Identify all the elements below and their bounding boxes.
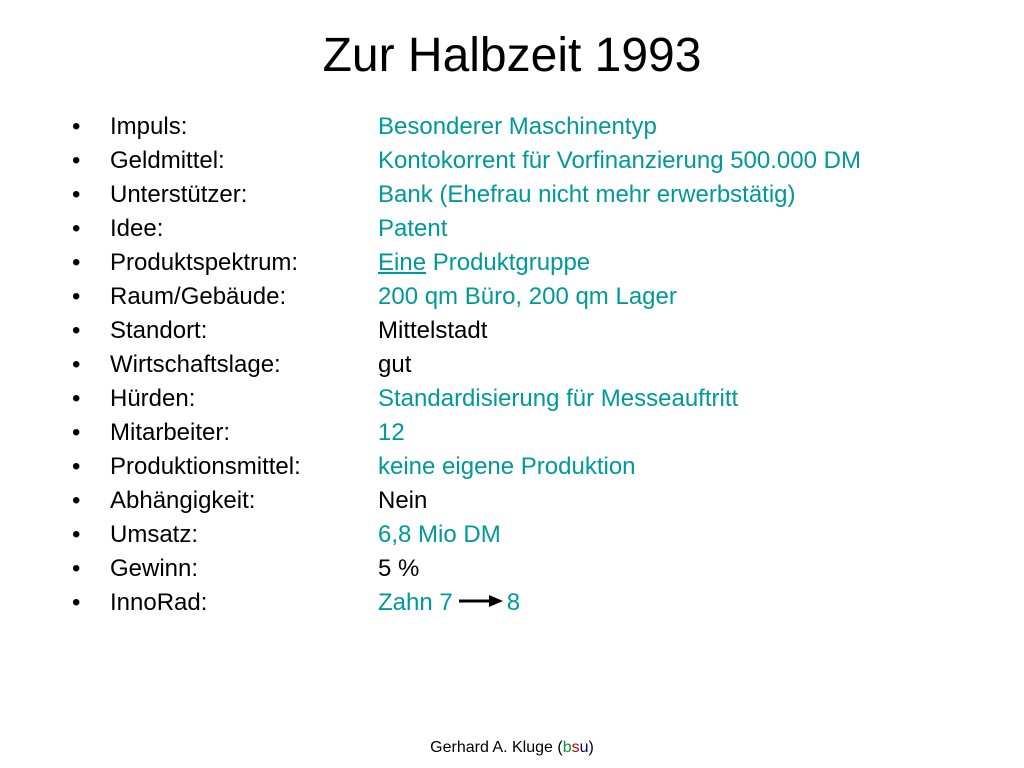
item-value: 12 <box>378 419 405 446</box>
bullet-icon: • <box>72 419 81 446</box>
list-item-abhaengigkeit <box>0 484 1024 518</box>
bullet-icon: • <box>72 283 81 310</box>
slide-title: Zur Halbzeit 1993 <box>322 29 702 82</box>
footer-logo-u: u <box>579 739 589 756</box>
item-value: 6,8 Mio DM <box>378 521 501 548</box>
item-label: Idee: <box>110 215 164 242</box>
info-list <box>0 110 1024 620</box>
list-item-umsatz <box>0 518 1024 552</box>
item-label: Abhängigkeit: <box>110 487 256 514</box>
list-item-unterstuetzer <box>0 178 1024 212</box>
bullet-icon: • <box>72 181 81 208</box>
list-item-huerden <box>0 382 1024 416</box>
item-label: Produktspektrum: <box>110 249 299 276</box>
list-item-produktionsmittel <box>0 450 1024 484</box>
footer-credit <box>0 738 1024 758</box>
item-label: Gewinn: <box>110 555 199 582</box>
bullet-icon: • <box>72 317 81 344</box>
item-label: Raum/Gebäude: <box>110 283 287 310</box>
bullet-icon: • <box>72 215 81 242</box>
item-value: Besonderer Maschinentyp <box>378 113 657 140</box>
list-item-idee <box>0 212 1024 246</box>
list-item-innorad <box>0 586 1024 620</box>
footer-logo-b: b <box>562 739 572 756</box>
bullet-icon: • <box>72 521 81 548</box>
item-value: Mittelstadt <box>378 317 488 344</box>
item-label: Mitarbeiter: <box>110 419 231 446</box>
item-value: Patent <box>378 215 448 242</box>
item-value: gut <box>378 351 412 378</box>
footer-suffix: ) <box>588 739 594 756</box>
list-item-standort <box>0 314 1024 348</box>
item-value-rest: Produktgruppe <box>426 249 591 276</box>
item-label: Unterstützer: <box>110 181 248 208</box>
item-label: Hürden: <box>110 385 196 412</box>
bullet-icon: • <box>72 453 81 480</box>
list-item-mitarbeiter <box>0 416 1024 450</box>
item-label: Standort: <box>110 317 208 344</box>
list-item-impuls <box>0 110 1024 144</box>
list-item-produktspektrum <box>0 246 1024 280</box>
item-label: InnoRad: <box>110 589 208 616</box>
item-value: Standardisierung für Messeauftritt <box>378 385 739 412</box>
footer-author: Gerhard A. Kluge ( <box>430 739 563 756</box>
item-value <box>378 246 590 280</box>
item-value-from: Zahn 7 <box>378 589 453 616</box>
list-item-gewinn <box>0 552 1024 586</box>
item-label: Produktionsmittel: <box>110 453 301 480</box>
bullet-icon: • <box>72 249 81 276</box>
item-value <box>378 586 520 620</box>
item-value-underlined: Eine <box>378 249 427 276</box>
bullet-icon: • <box>72 113 81 140</box>
item-value: keine eigene Produktion <box>378 453 636 480</box>
item-value: 200 qm Büro, 200 qm Lager <box>378 283 677 310</box>
bullet-icon: • <box>72 589 81 616</box>
bullet-icon: • <box>72 555 81 582</box>
item-label: Geldmittel: <box>110 147 225 174</box>
item-value: Bank (Ehefrau nicht mehr erwerbstätig) <box>378 181 796 208</box>
item-label: Impuls: <box>110 113 188 140</box>
bullet-icon: • <box>72 487 81 514</box>
item-value-to: 8 <box>506 589 521 616</box>
footer-logo-s: s <box>571 739 580 756</box>
item-label: Wirtschaftslage: <box>110 351 281 378</box>
bullet-icon: • <box>72 351 81 378</box>
list-item-raum <box>0 280 1024 314</box>
item-value: 5 % <box>378 555 420 582</box>
list-item-wirtschaftslage <box>0 348 1024 382</box>
item-value: Kontokorrent für Vorfinanzierung 500.000 DM <box>378 147 861 174</box>
item-label: Umsatz: <box>110 521 199 548</box>
item-value: Nein <box>378 487 428 514</box>
bullet-icon: • <box>72 147 81 174</box>
right-arrow-icon <box>459 594 503 608</box>
list-item-geldmittel <box>0 144 1024 178</box>
bullet-icon: • <box>72 385 81 412</box>
